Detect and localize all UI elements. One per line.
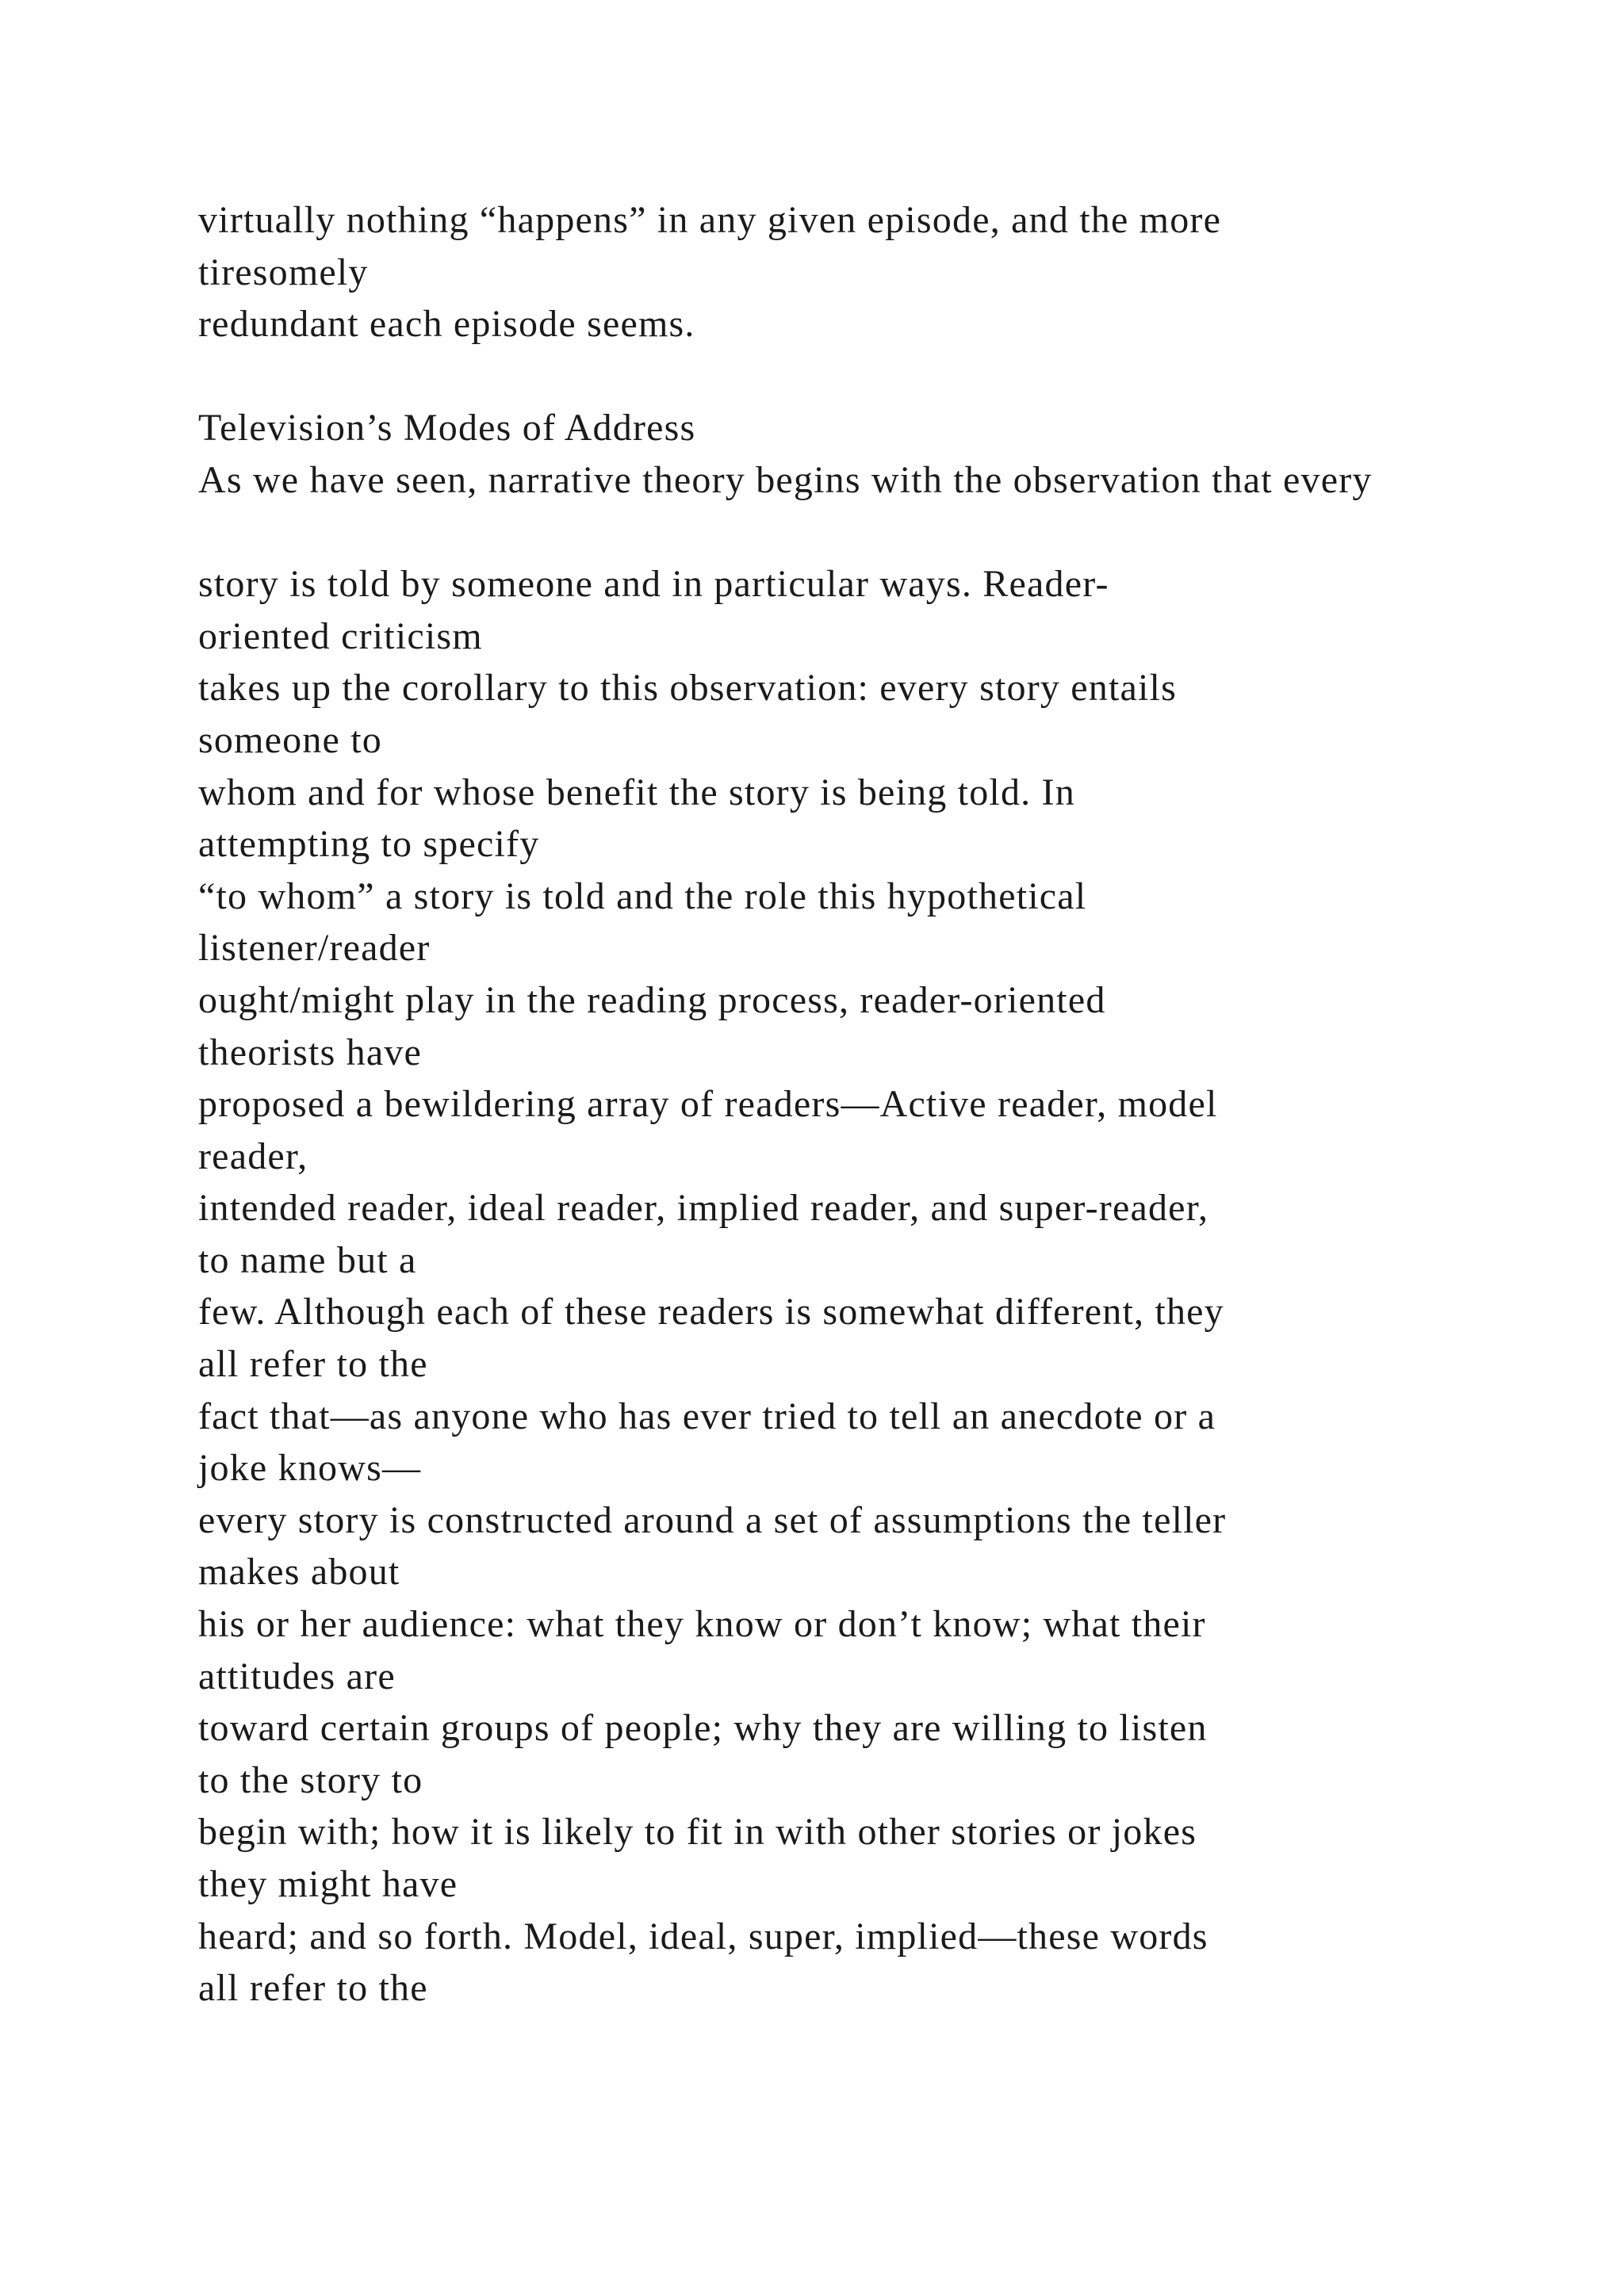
text-line: takes up the corollary to this observation: every story entails (198, 667, 1177, 710)
text-line: tiresomely (198, 251, 369, 293)
text-line: attitudes are (198, 1655, 396, 1697)
text-line: to the story to (198, 1758, 423, 1801)
text-line: theorists have (198, 1031, 423, 1073)
text-line: toward certain groups of people; why they are willing to listen (198, 1707, 1208, 1750)
text-line: proposed a bewildering array of readers—Active reader, model (198, 1083, 1218, 1126)
text-line: listener/reader (198, 927, 431, 970)
text-line: As we have seen, narrative theory begins with the observation that every (198, 458, 1373, 501)
text-line: story is told by someone and in particular ways. Reader- (198, 563, 1109, 606)
section-heading: Television’s Modes of Address (198, 407, 696, 450)
text-line: makes about (198, 1551, 400, 1594)
text-line: reader, (198, 1135, 308, 1177)
text-line: heard; and so forth. Model, ideal, super, implied—these words (198, 1915, 1208, 1957)
text-line: joke knows— (198, 1447, 422, 1490)
text-line: “to whom” a story is told and the role this hypothetical (198, 874, 1087, 917)
text-line: ought/might play in the reading process, reader-oriented (198, 978, 1106, 1021)
text-line: fact that—as anyone who has ever tried to tell an anecdote or a (198, 1395, 1216, 1437)
text-line: all refer to the (198, 1343, 428, 1386)
text-line: every story is constructed around a set of assumptions the teller (198, 1498, 1227, 1541)
text-line: whom and for whose benefit the story is being told. In (198, 771, 1075, 813)
text-line: someone to (198, 718, 382, 761)
text-line: to name but a (198, 1238, 417, 1281)
text-line: his or her audience: what they know or don’t know; what their (198, 1603, 1206, 1646)
blank-line (198, 350, 1546, 403)
document-page (198, 194, 1546, 2015)
text-line: redundant each episode seems. (198, 303, 695, 346)
text-line: oriented criticism (198, 614, 483, 657)
text-line: they might have (198, 1863, 458, 1905)
text-line: few. Although each of these readers is somewhat different, they (198, 1291, 1224, 1334)
text-line: begin with; how it is likely to fit in with other stories or jokes (198, 1811, 1197, 1854)
text-line: intended reader, ideal reader, implied reader, and super-reader, (198, 1187, 1209, 1230)
text-line: virtually nothing “happens” in any given episode, and the more (198, 199, 1222, 241)
text-line: attempting to specify (198, 823, 540, 866)
blank-line (198, 507, 1546, 559)
text-line: all refer to the (198, 1967, 428, 2010)
